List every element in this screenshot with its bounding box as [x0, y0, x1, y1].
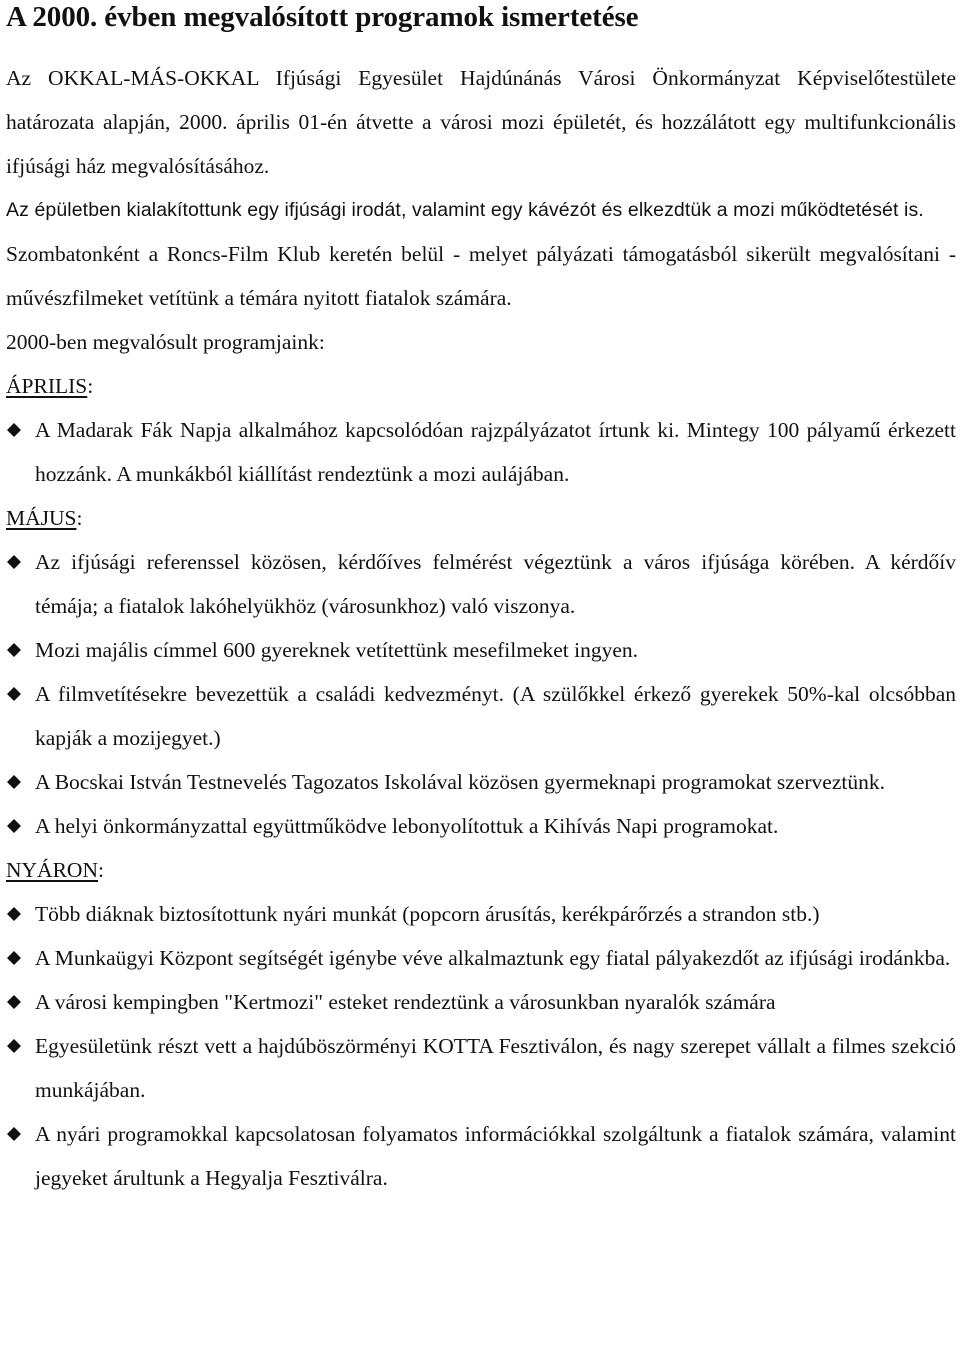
list-item	[6, 1112, 956, 1200]
may-list	[6, 540, 956, 848]
diamond-bullet-icon	[7, 1039, 21, 1053]
intro-paragraph-3: Szombatonként a Roncs-Film Klub keretén belül - melyet pályázati támogatásból sikerült megvalósítani - művészfilmeket vetítünk a témára nyitott fiatalok számára.	[6, 242, 956, 310]
list-item-text: A Madarak Fák Napja alkalmához kapcsolódóan rajzpályázatot írtunk ki. Mintegy 100 pályamű érkezett hozzánk. A munkákból kiállítást rendeztünk a mozi aulájában.	[35, 418, 956, 486]
intro-paragraph-1: Az OKKAL-MÁS-OKKAL Ifjúsági Egyesület Hajdúnánás Városi Önkormányzat Képviselőtestülete határozata alapján, 2000. április 01-én átvette a városi mozi épületét, és hozzálátott egy multifunkcionális ifjúsági ház megvalósításához.	[6, 66, 956, 178]
list-item	[6, 892, 956, 936]
month-label: ÁPRILIS	[6, 374, 88, 398]
summer-list	[6, 892, 956, 1200]
diamond-bullet-icon	[7, 775, 21, 789]
list-item-text: Egyesületünk részt vett a hajdúböszörményi KOTTA Fesztiválon, és nagy szerepet vállalt a filmes szekció munkájában.	[35, 1034, 956, 1102]
diamond-bullet-icon	[7, 907, 21, 921]
diamond-bullet-icon	[7, 819, 21, 833]
month-suffix: :	[87, 374, 94, 398]
april-list	[6, 408, 956, 496]
list-item	[6, 540, 956, 628]
document-title: A 2000. évben megvalósított programok ismertetése	[6, 1, 639, 33]
section-heading-may	[6, 496, 956, 540]
list-item-text: Több diáknak biztosítottunk nyári munkát (popcorn árusítás, kerékpárőrzés a strandon stb.)	[35, 902, 820, 926]
month-suffix: :	[97, 858, 104, 882]
list-item-text: Mozi majális címmel 600 gyereknek vetítettünk mesefilmeket ingyen.	[35, 638, 639, 662]
section-heading-april	[6, 364, 956, 408]
list-item-text: Az ifjúsági referenssel közösen, kérdőíves felmérést végeztünk a város ifjúsága körében. A kérdőív témája; a fiatalok lakóhelyükhöz (városunkhoz) való viszonya.	[35, 550, 956, 618]
list-item	[6, 1024, 956, 1112]
diamond-bullet-icon	[7, 643, 21, 657]
list-item	[6, 672, 956, 760]
month-label: MÁJUS	[6, 506, 77, 530]
list-item-text: A nyári programokkal kapcsolatosan folyamatos információkkal szolgáltunk a fiatalok számára, valamint jegyeket árultunk a Hegyalja Fesztiválra.	[35, 1122, 956, 1190]
list-item	[6, 760, 956, 804]
month-label: NYÁRON	[6, 858, 98, 882]
list-item	[6, 804, 956, 848]
list-item-text: A Bocskai István Testnevelés Tagozatos Iskolával közösen gyermeknapi programokat szerveztünk.	[35, 770, 885, 794]
diamond-bullet-icon	[7, 687, 21, 701]
list-item	[6, 408, 956, 496]
intro-paragraph-2: Az épületben kialakítottunk egy ifjúsági irodát, valamint egy kávézót és elkezdtük a mozi működtetését is.	[6, 199, 924, 221]
list-item	[6, 628, 956, 672]
diamond-bullet-icon	[7, 951, 21, 965]
diamond-bullet-icon	[7, 423, 21, 437]
list-item-text: A filmvetítésekre bevezettük a családi kedvezményt. (A szülőkkel érkező gyerekek 50%-kal olcsóbban kapják a mozijegyet.)	[35, 682, 956, 750]
diamond-bullet-icon	[7, 1127, 21, 1141]
section-heading-summer	[6, 848, 956, 892]
diamond-bullet-icon	[7, 995, 21, 1009]
list-item-text: A Munkaügyi Központ segítségét igénybe véve alkalmaztunk egy fiatal pályakezdőt az ifjúsági irodánkba.	[35, 946, 951, 970]
diamond-bullet-icon	[7, 555, 21, 569]
programs-heading: 2000-ben megvalósult programjaink:	[6, 330, 325, 354]
month-suffix: :	[76, 506, 83, 530]
list-item	[6, 936, 956, 980]
list-item	[6, 980, 956, 1024]
list-item-text: A városi kempingben "Kertmozi" esteket rendeztünk a városunkban nyaralók számára	[35, 990, 776, 1014]
list-item-text: A helyi önkormányzattal együttműködve lebonyolítottuk a Kihívás Napi programokat.	[35, 814, 779, 838]
